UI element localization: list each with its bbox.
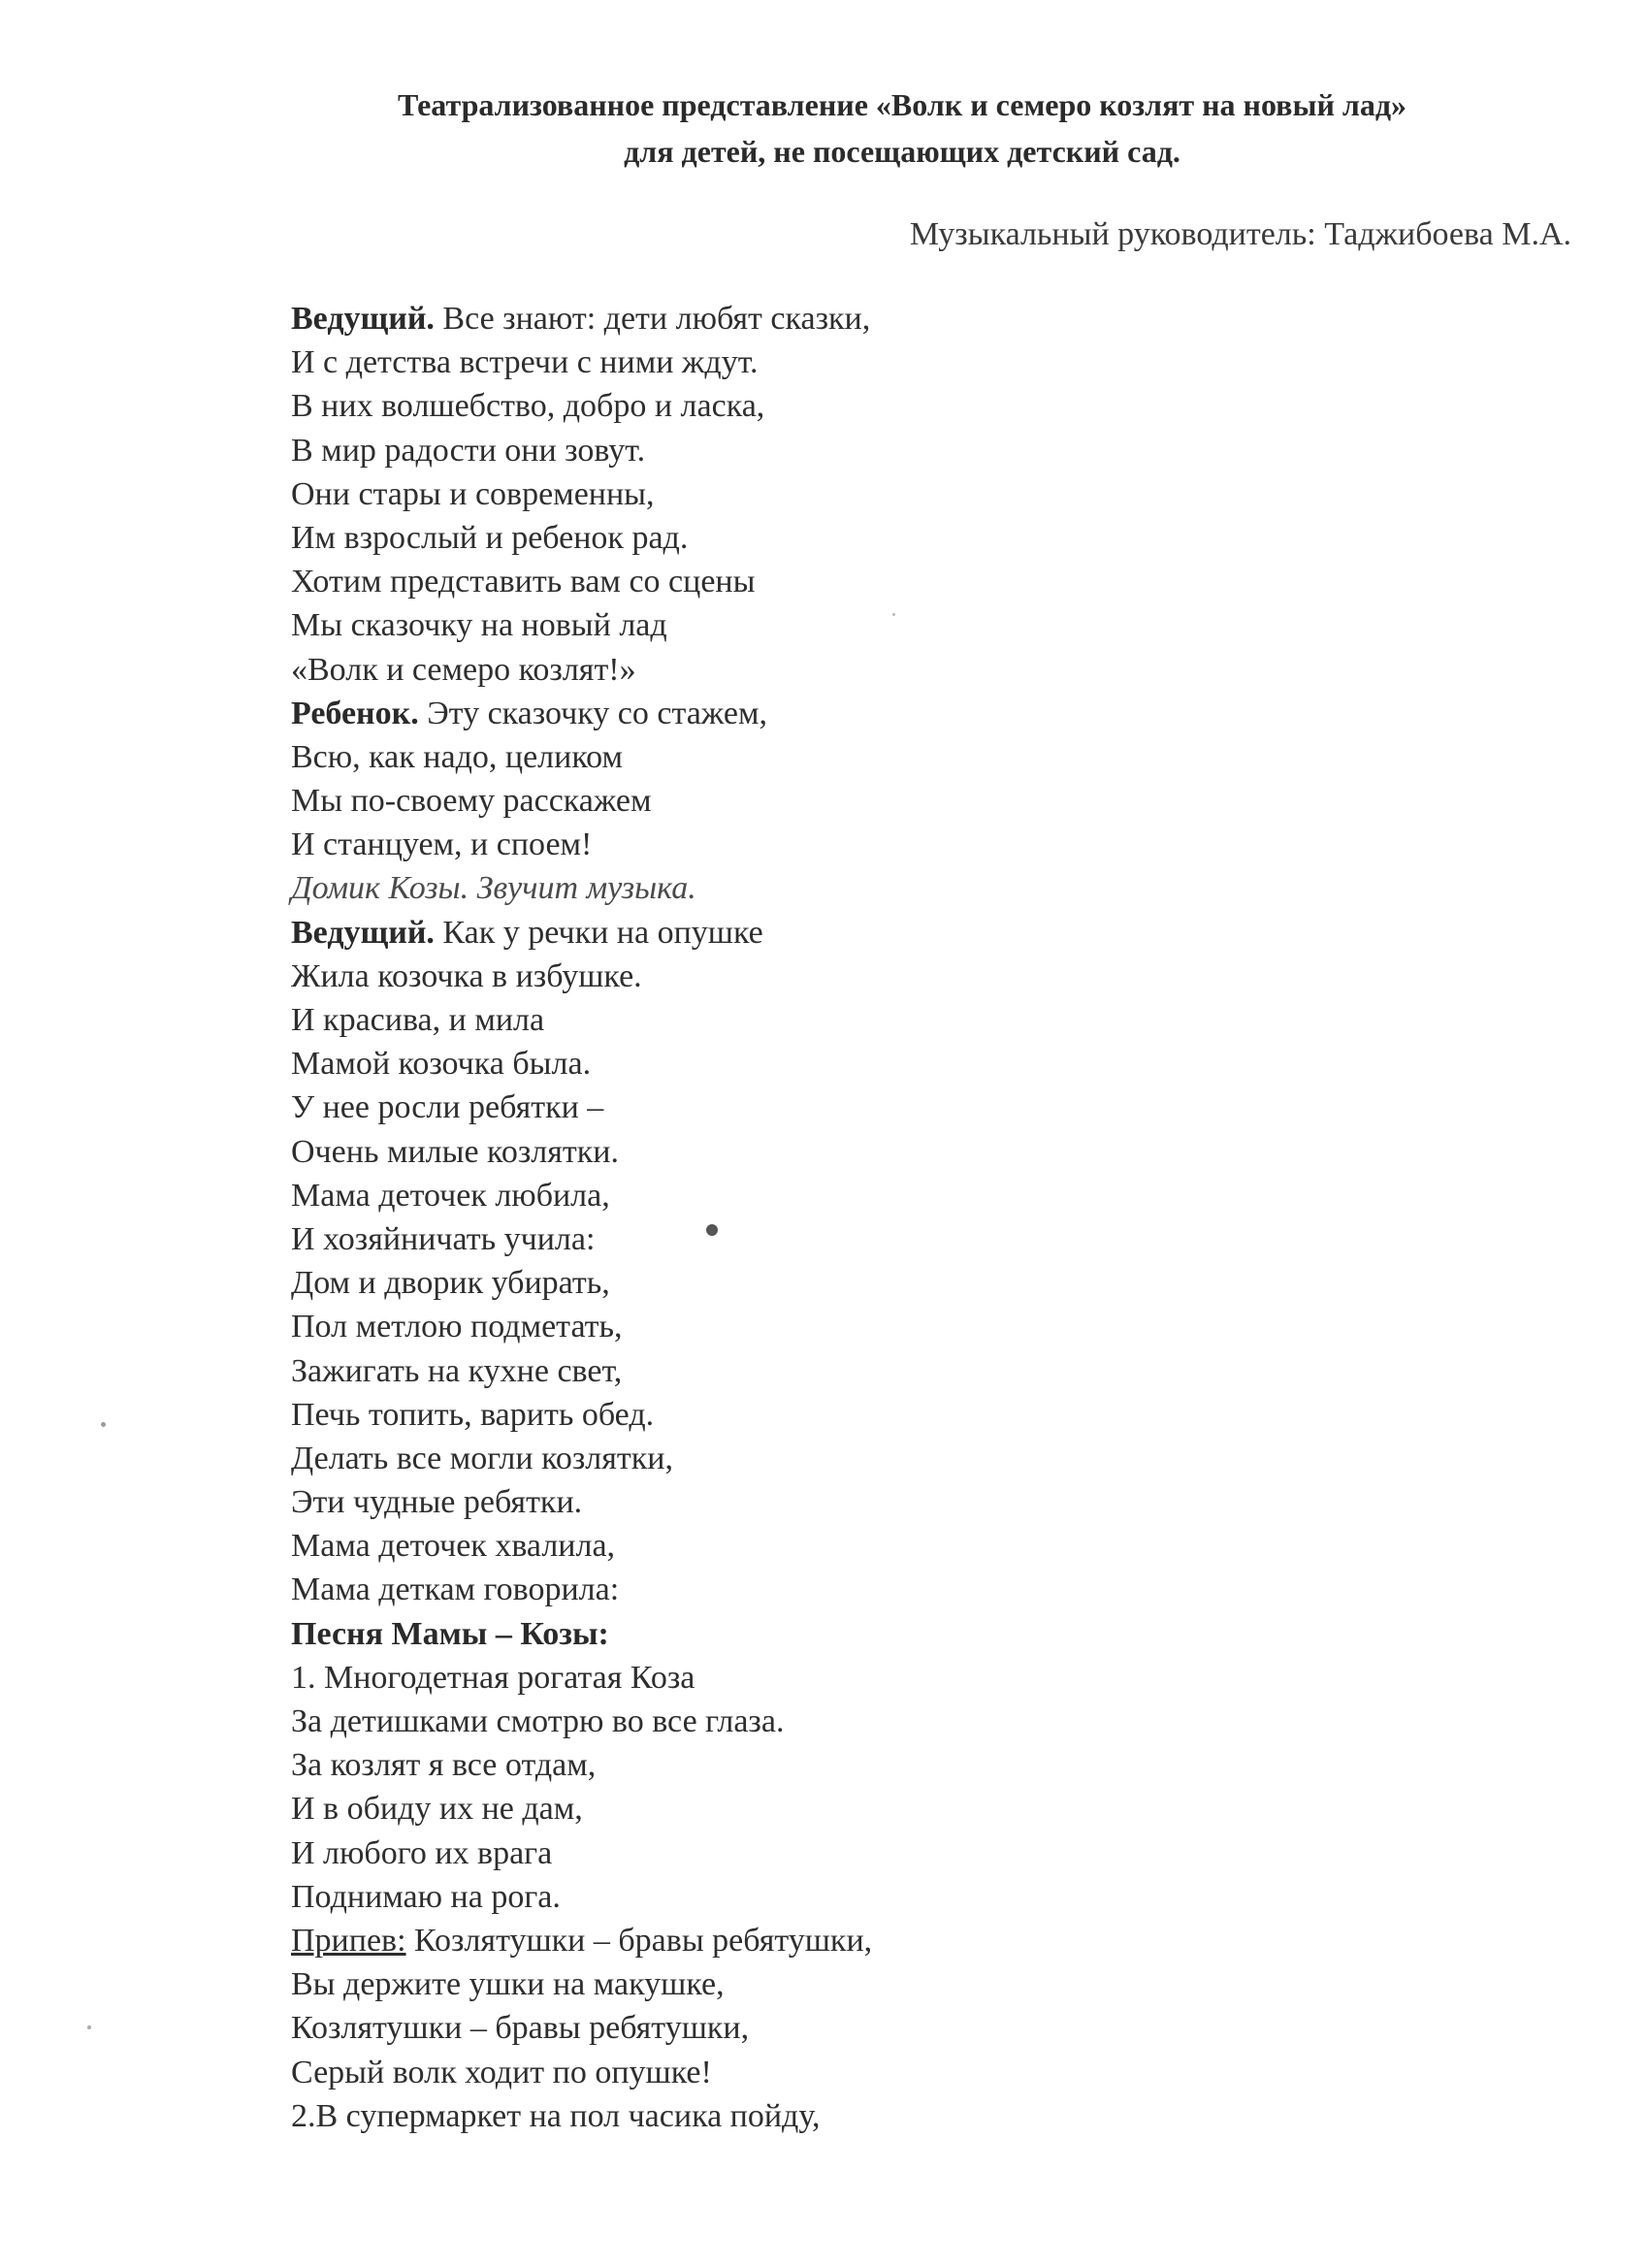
line-text: В мир радости они зовут. [291,432,646,469]
line-text: Поднимаю на рога. [291,1878,561,1915]
script-line [291,429,1455,472]
line-text: И станцуем, и споем! [291,826,593,863]
line-text: Им взрослый и ребенок рад. [291,519,689,556]
line-text: Жила козочка в избушке. [291,957,642,994]
line-text: Эту сказочку со стажем, [418,695,767,731]
line-text: Пол метлою подметать, [291,1309,623,1345]
scan-speck [101,1422,106,1427]
script-line [291,866,1455,910]
script-line [291,1787,1455,1831]
script-line [291,1217,1455,1261]
script-line [291,1524,1455,1568]
speaker-name: Ведущий. [291,301,435,337]
script-line [291,1743,1455,1787]
line-text: И хозяйничать учила: [291,1220,596,1257]
line-text: Мама деткам говорила: [291,1571,620,1608]
script-line [291,2051,1455,2094]
script-line [291,735,1455,779]
line-text: Вы держите ушки на макушке, [291,1966,725,2003]
scan-speck [87,2025,91,2029]
script-line [291,2006,1455,2050]
script-line [291,1305,1455,1348]
song-heading: Песня Мамы – Козы: [291,1615,609,1652]
script-line [291,1656,1455,1700]
line-text: Эти чудные ребятки. [291,1484,583,1521]
script-line [291,1831,1455,1875]
line-text: Делать все могли козлятки, [291,1440,673,1476]
script-line [291,1568,1455,1611]
script-line [291,955,1455,998]
script-body [291,297,1455,2138]
script-line [291,998,1455,1042]
speaker-name: Ведущий. [291,914,435,951]
script-line [291,1130,1455,1174]
line-text: 1. Многодетная рогатая Коза [291,1659,695,1696]
line-text: «Волк и семеро козлят!» [291,651,636,688]
document-title-line-1: Театрализованное представление «Волк и семеро козлят на новый лад» [397,87,1407,122]
line-text: Очень милые козлятки. [291,1133,619,1170]
script-line [291,1962,1455,2006]
script-line [291,1174,1455,1217]
script-line [291,297,1455,340]
script-line [291,823,1455,866]
line-text: Мамой козочка была. [291,1046,592,1083]
line-text: Зажигать на кухне свет, [291,1352,623,1389]
script-line [291,516,1455,560]
line-text: Мы сказочку на новый лад [291,607,667,644]
chorus-label: Припев: [291,1922,406,1959]
line-text: Всю, как надо, целиком [291,738,623,775]
script-line [291,1919,1455,1962]
script-line [291,1480,1455,1524]
line-text: Они стары и современны, [291,475,655,512]
script-line [291,1349,1455,1393]
script-line [291,779,1455,823]
script-line [291,1393,1455,1437]
line-text: В них волшебство, добро и ласка, [291,388,765,425]
line-text: Хотим представить вам со сцены [291,564,756,600]
line-text: За козлят я все отдам, [291,1747,597,1784]
script-line [291,1700,1455,1743]
script-line [291,1042,1455,1085]
line-text: Дом и дворик убирать, [291,1265,610,1302]
line-text: Мама деточек любила, [291,1177,610,1214]
document-title-line-2: для детей, не посещающих детский сад. [624,134,1180,169]
script-line [291,384,1455,428]
line-text: 2.В супермаркет на пол часика пойду, [291,2097,821,2134]
script-line [291,2094,1455,2138]
script-line [291,560,1455,603]
line-text: Серый волк ходит по опушке! [291,2054,712,2090]
script-line [291,603,1455,647]
script-line [291,1437,1455,1480]
line-text: И красива, и мила [291,1002,545,1038]
scan-speck [892,613,895,616]
line-text: И в обиду их не дам, [291,1791,583,1828]
line-text: За детишками смотрю во все глаза. [291,1703,785,1739]
line-text: Мы по-своему расскажем [291,783,652,820]
script-line [291,472,1455,516]
script-line [291,340,1455,384]
line-text: И с детства встречи с ними ждут. [291,344,759,381]
line-text: Мама деточек хвалила, [291,1528,616,1565]
script-line [291,1612,1455,1656]
script-line [291,692,1455,735]
line-text: Козлятушки – бравы ребятушки, [291,2010,750,2047]
scan-speck [706,1224,718,1236]
line-text: Все знают: дети любят сказки, [434,301,871,337]
script-line [291,1085,1455,1129]
line-text: И любого их врага [291,1834,553,1871]
speaker-name: Ребенок. [291,695,419,731]
line-text: Печь топить, варить обед. [291,1396,655,1433]
line-text: Как у речки на опушке [434,914,763,951]
author-line: Музыкальный руководитель: Таджибоева М.А. [909,216,1571,252]
script-line [291,1261,1455,1305]
script-line [291,648,1455,692]
script-line [291,911,1455,955]
line-text: Козлятушки – бравы ребятушки, [405,1922,873,1959]
stage-direction: Домик Козы. Звучит музыка. [291,870,696,907]
line-text: У нее росли ребятки – [291,1089,604,1126]
script-line [291,1875,1455,1919]
